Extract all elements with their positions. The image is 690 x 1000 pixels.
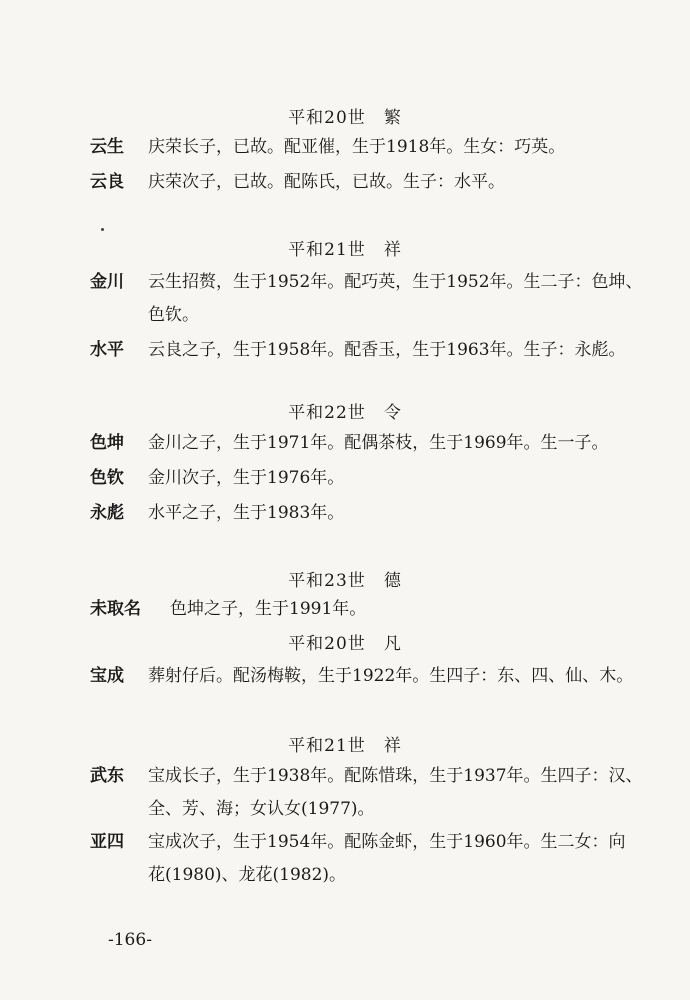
entry-text: 色坤之子，生于1991年。 (170, 599, 367, 619)
genealogy-entry (90, 593, 670, 626)
genealogy-entry (90, 166, 670, 199)
person-name: 亚四 (90, 832, 124, 852)
generation-heading (0, 103, 690, 128)
scan-speck (101, 228, 104, 231)
person-name: 云良 (90, 172, 124, 192)
generation-label: 平和21世 (288, 240, 366, 260)
entry-text: 葬射仔后。配汤梅鞍，生于1922年。生四子：东、四、仙、木。 (148, 666, 634, 686)
genealogy-entry (90, 497, 670, 530)
genealogy-entry (90, 334, 670, 367)
entry-text: 金川次子，生于1976年。 (148, 468, 345, 488)
generation-character: 祥 (383, 736, 402, 756)
genealogy-entry (90, 427, 670, 460)
person-name: 色坤 (90, 433, 124, 453)
genealogy-entry (90, 131, 670, 164)
generation-label: 平和20世 (288, 634, 366, 654)
generation-label: 平和20世 (288, 108, 366, 128)
person-name: 永彪 (90, 503, 124, 523)
genealogy-entry (90, 660, 670, 693)
generation-heading (0, 235, 690, 260)
generation-character: 祥 (383, 240, 402, 260)
entry-text: 庆荣次子，已故。配陈氏，已故。生子：水平。 (148, 172, 505, 192)
genealogy-entry (90, 266, 670, 332)
generation-label: 平和23世 (288, 571, 366, 591)
person-name: 金川 (90, 272, 124, 292)
generation-character: 繁 (383, 108, 402, 128)
entry-text: 金川之子，生于1971年。配偶茶枝，生于1969年。生一子。 (148, 433, 609, 453)
generation-character: 德 (383, 571, 402, 591)
person-name: 水平 (90, 340, 124, 360)
generation-heading (0, 629, 690, 654)
entry-text: 花(1980)、龙花(1982)。 (148, 865, 347, 885)
generation-heading (0, 566, 690, 591)
genealogy-entry (90, 462, 670, 495)
entry-text: 云生招赘，生于1952年。配巧英，生于1952年。生二子：色坤、 (148, 272, 643, 292)
person-name: 色钦 (90, 468, 124, 488)
genealogy-entry (90, 826, 670, 892)
generation-label: 平和22世 (288, 403, 366, 423)
generation-character: 令 (383, 403, 402, 423)
entry-text: 色钦。 (148, 305, 199, 325)
genealogy-entry (90, 760, 670, 826)
entry-text: 宝成长子，生于1938年。配陈惜珠，生于1937年。生四子：汉、 (148, 766, 643, 786)
entry-text: 水平之子，生于1983年。 (148, 503, 345, 523)
person-name: 未取名 (90, 599, 141, 619)
entry-text: 庆荣长子，已故。配亚催，生于1918年。生女：巧英。 (148, 137, 566, 157)
generation-heading (0, 731, 690, 756)
person-name: 云生 (90, 137, 124, 157)
generation-label: 平和21世 (288, 736, 366, 756)
entry-text: 全、芳、海；女认女(1977)。 (148, 799, 375, 819)
person-name: 宝成 (90, 666, 124, 686)
generation-character: 凡 (383, 634, 402, 654)
generation-heading (0, 398, 690, 423)
entry-text: 宝成次子，生于1954年。配陈金虾，生于1960年。生二女：向 (148, 832, 626, 852)
page-number: -166- (108, 930, 152, 950)
person-name: 武东 (90, 766, 124, 786)
entry-text: 云良之子，生于1958年。配香玉，生于1963年。生子：永彪。 (148, 340, 626, 360)
